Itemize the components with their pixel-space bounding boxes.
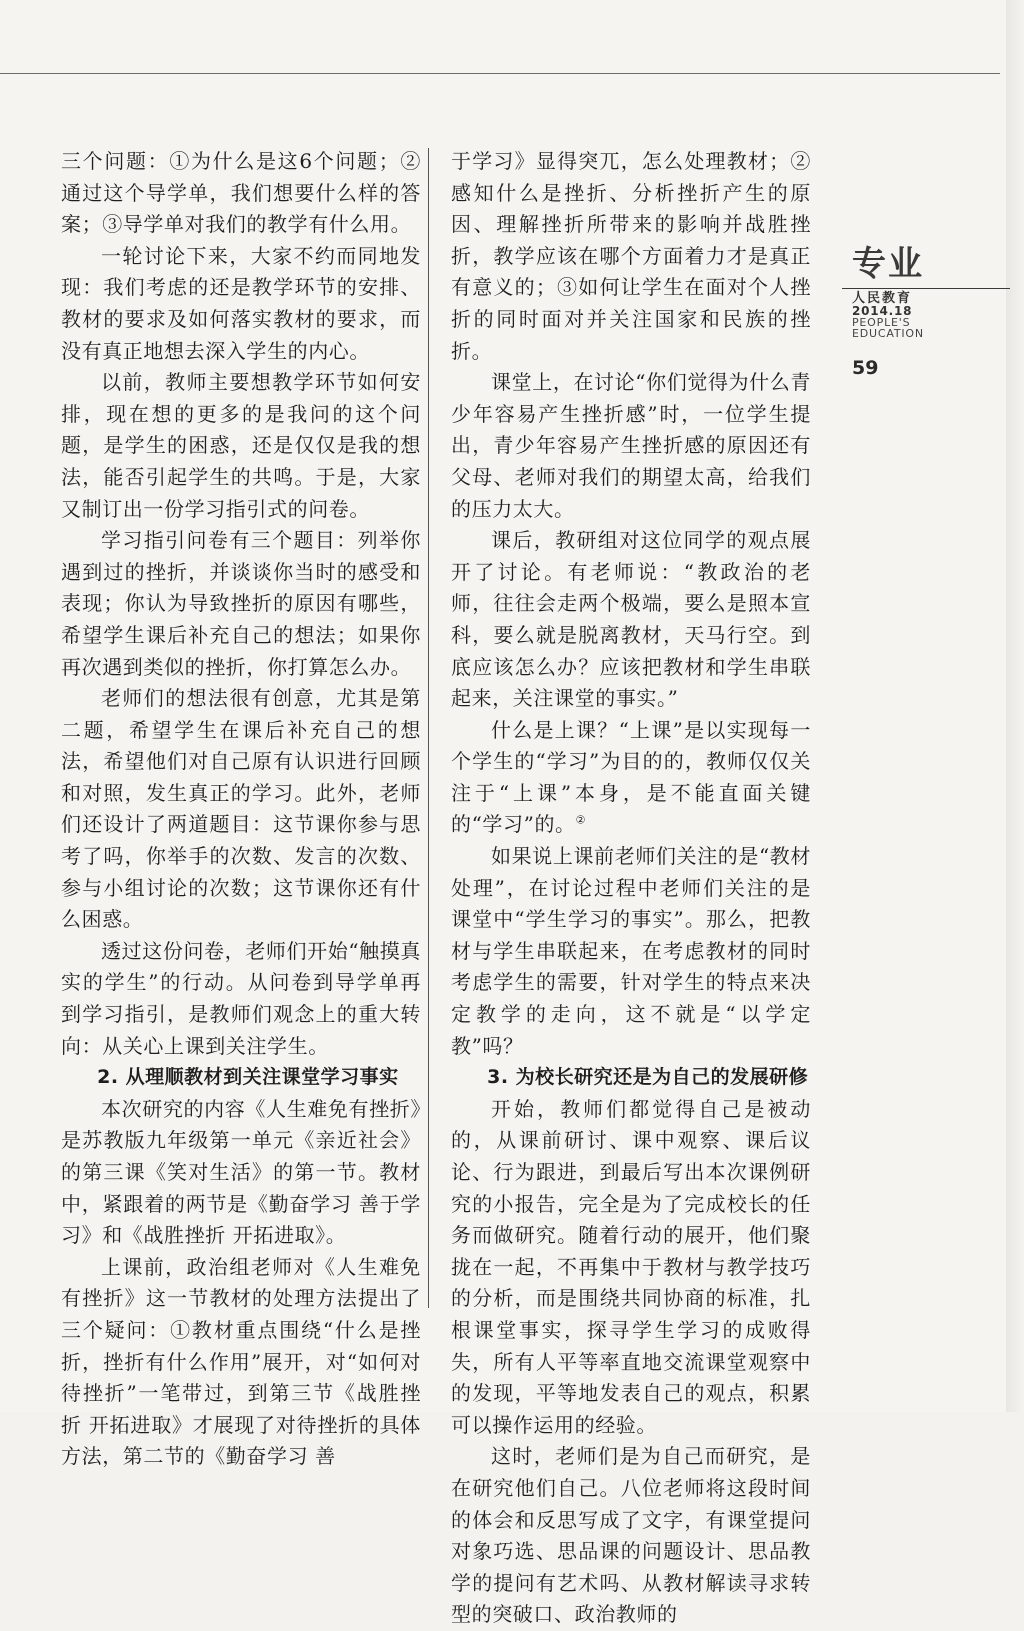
page-edge <box>1006 0 1024 1412</box>
section-heading: 3. 为校长研究还是为自己的发展研修 <box>487 1066 809 1089</box>
section-title: 专业 <box>852 244 924 284</box>
paragraph: 三个问题：①为什么是这6个问题；②通过这个导学单，我们想要什么样的答案；③导学单对我们的教学有什么用。 <box>61 149 421 237</box>
paragraph: 这时，老师们是为自己而研究，是在研究他们自己。八位老师将这段时间的体会和反思写成了文字，有课堂提问对象巧选、思品课的问题设计、思品教学的提问有艺术吗、从教材解读寻求转型的突破口、政治教师的 <box>451 1444 811 1627</box>
paragraph: 课堂上，在讨论“你们觉得为什么青少年容易产生挫折感”时，一位学生提出，青少年容易产生挫折感的原因还有父母、老师对我们的期望太高，给我们的压力太大。 <box>451 370 811 521</box>
paragraph: 如果说上课前老师们关注的是“教材处理”，在讨论过程中老师们关注的是课堂中“学生学习的事实”。那么，把教材与学生串联起来，在考虑教材的同时考虑学生的需要，针对学生的特点来决定教学的走向，这不就是“以学定教”吗？ <box>451 844 811 1058</box>
paragraph: 本次研究的内容《人生难免有挫折》是苏教版九年级第一单元《亲近社会》的第三课《笑对生活》的第一节。教材中，紧跟着的两节是《勤奋学习 善于学习》和《战胜挫折 开拓进取》。 <box>61 1096 421 1248</box>
magazine-english-name: EDUCATION <box>852 327 924 340</box>
magazine-logo: 人民教育 <box>852 291 913 306</box>
section-heading: 2. 从理顺教材到关注课堂学习事实 <box>97 1066 399 1089</box>
magazine-english-name: PEOPLE'S <box>852 316 911 329</box>
section-rule <box>842 288 1010 289</box>
paragraph: 透过这份问卷，老师们开始“触摸真实的学生”的行动。从问卷到导学单再到学习指引，是教师们观念上的重大转向：从关心上课到关注学生。 <box>61 938 421 1058</box>
paragraph: 上课前，政治组老师对《人生难免有挫折》这一节教材的处理方法提出了三个疑问：①教材重点围绕“什么是挫折，挫折有什么作用”展开，对“如何对待挫折”一笔带过，到第三节《战胜挫折 开拓进取》才展现了对待挫折的具体方法，第二节的《勤奋学习 善 <box>61 1254 421 1469</box>
paragraph: 以前，教师主要想教学环节如何安排，现在想的更多的是我问的这个问题，是学生的困惑，还是仅仅是我的想法，能否引起学生的共鸣。于是，大家又制订出一份学习指引式的问卷。 <box>61 370 421 521</box>
paragraph: 课后，教研组对这位同学的观点展开了讨论。有老师说：“教政治的老师，往往会走两个极端，要么是照本宣科，要么就是脱离教材，天马行空。到底应该怎么办？应该把教材和学生串联起来，关注课堂的事实。” <box>451 528 811 711</box>
paragraph: 学习指引问卷有三个题目：列举你遇到过的挫折，并谈谈你当时的感受和表现；你认为导致挫折的原因有哪些，希望学生课后补充自己的想法；如果你再次遇到类似的挫折，你打算怎么办。 <box>61 528 421 679</box>
right-column <box>451 146 811 1631</box>
paragraph: 一轮讨论下来，大家不约而同地发现：我们考虑的还是教学环节的安排、教材的要求及如何落实教材的要求，而没有真正地想去深入学生的内心。 <box>61 243 421 363</box>
paragraph: 于学习》显得突兀，怎么处理教材；②感知什么是挫折、分析挫折产生的原因、理解挫折所带来的影响并战胜挫折，教学应该在哪个方面着力才是真正有意义的；③如何让学生在面对个人挫折的同时面对并关注国家和民族的挫折。 <box>451 149 811 363</box>
paragraph-text: 什么是上课？“上课”是以实现每一个学生的“学习”为目的的，教师仅仅关注于“上课”本身，是不能直面关键的“学习”的。 <box>451 717 811 837</box>
page-number: 59 <box>852 357 879 379</box>
footnote-marker: ② <box>575 813 587 827</box>
column-divider <box>428 148 429 1308</box>
issue-number: 2014.18 <box>852 304 913 318</box>
top-rule <box>0 73 1000 74</box>
paragraph <box>451 715 811 841</box>
page-header-sidebar <box>852 244 924 379</box>
paragraph: 老师们的想法很有创意，尤其是第二题，希望学生在课后补充自己的想法，希望他们对自己原有认识进行回顾和对照，发生真正的学习。此外，老师们还设计了两道题目：这节课你参与思考了吗，你举手的次数、发言的次数、参与小组讨论的次数；这节课你还有什么困惑。 <box>61 686 421 932</box>
left-column <box>61 146 421 1473</box>
paragraph: 开始，教师们都觉得自己是被动的，从课前研讨、课中观察、课后议论、行为跟进，到最后写出本次课例研究的小报告，完全是为了完成校长的任务而做研究。随着行动的展开，他们聚拢在一起，不再集中于教材与教学技巧的分析，而是围绕共同协商的标准，扎根课堂事实，探寻学生学习的成败得失，所有人平等率直地交流课堂观察中的发现，平等地发表自己的观点，积累可以操作运用的经验。 <box>451 1096 811 1437</box>
